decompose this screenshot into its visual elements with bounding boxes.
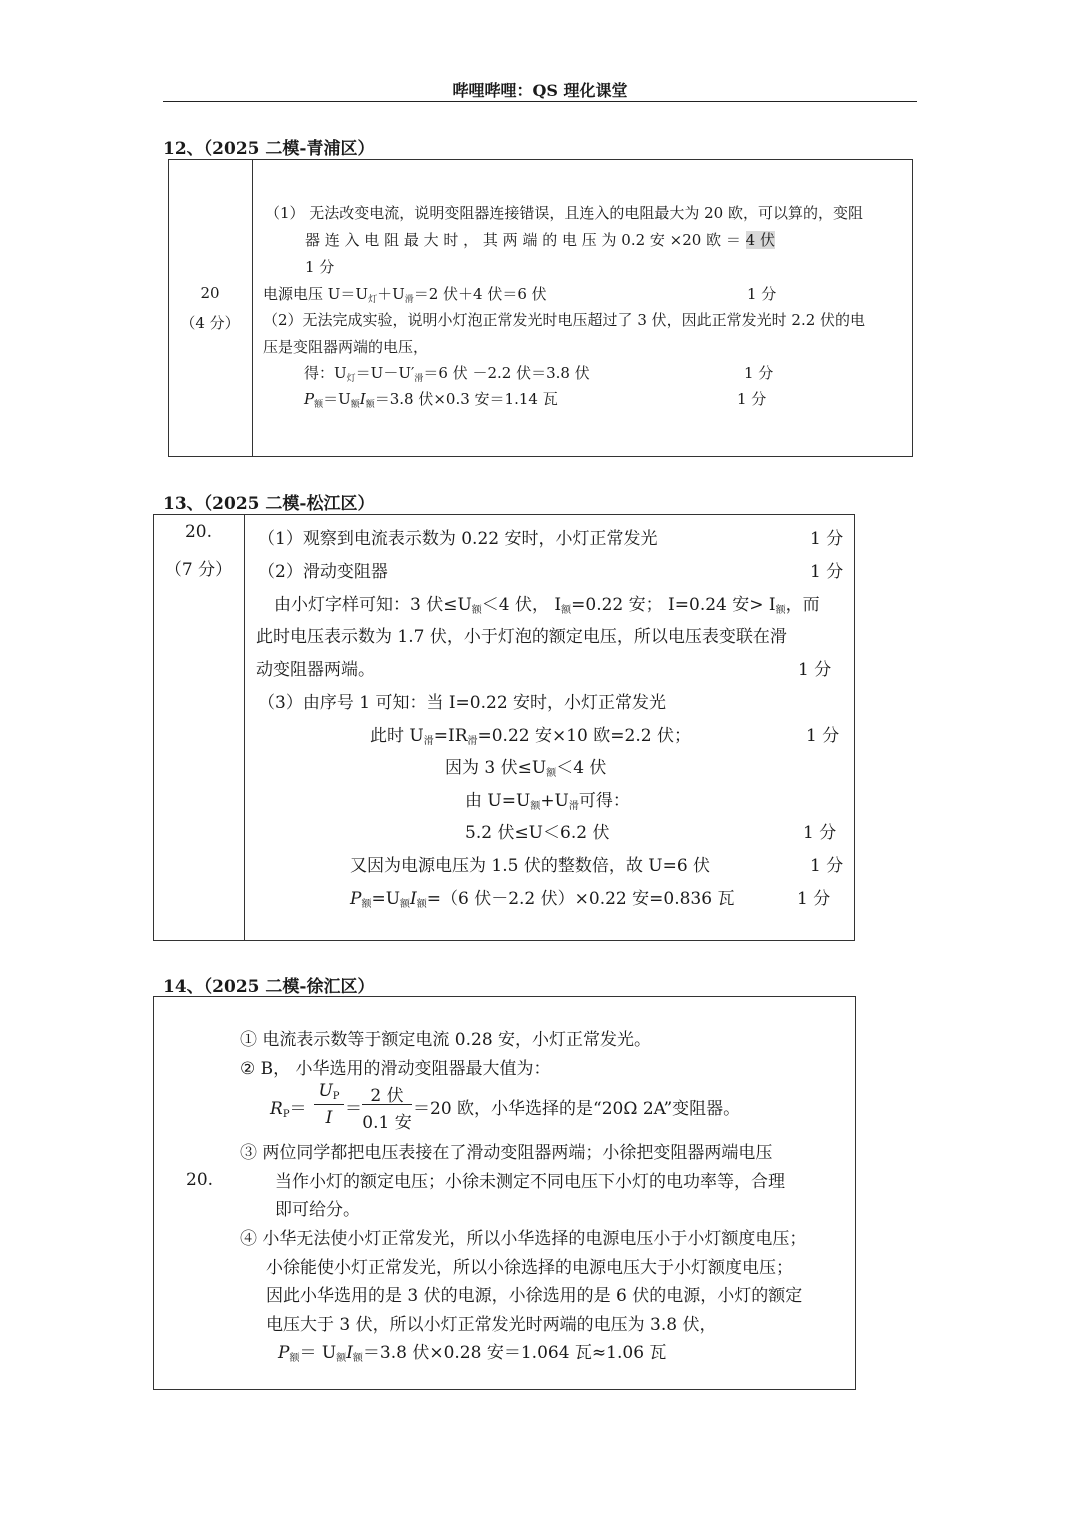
q13-row-12-point: 1 分	[797, 889, 831, 909]
q13-row-7-point: 1 分	[806, 726, 840, 746]
q14-frac2-numerator: 2 伏	[370, 1086, 404, 1106]
q13-divider	[244, 515, 245, 940]
q12-line-7: 得：$U_灯=U-U'_滑=6$ 伏 －2.2 伏＝3.8 伏	[304, 364, 590, 384]
q12-score: （4 分）	[180, 314, 240, 332]
q14-item-4-line-3: 因此小华选用的是 3 伏的电源，小徐选用的是 6 伏的电源，小灯的额定	[266, 1286, 803, 1306]
q14-item-3-line-1: ③ 两位同学都把电压表接在了滑动变阻器两端；小徐把变阻器两端电压	[240, 1143, 773, 1163]
q14-title: 14、（2025 二模-徐汇区）	[163, 977, 375, 997]
q13-row-11: 又因为电源电压为 1.5 伏的整数倍，故 U=6 伏	[350, 856, 711, 876]
q12-line-3-point: 1 分	[305, 258, 335, 276]
q12-highlight-value: 4 伏	[745, 231, 775, 249]
q12-line-2: 器 连 入 电 阻 最 大 时 ， 其 两 端 的 电 压 为 0.2 安 ×20 欧 ＝ 4 伏	[305, 231, 775, 249]
q14-frac1-numerator: UP	[318, 1081, 340, 1102]
q13-row-12: P额=U额I额=（6 伏－2.2 伏）×0.22 安=0.836 瓦	[350, 889, 735, 910]
q14-number: 20.	[186, 1170, 214, 1190]
q13-row-3: 由小灯字样可知：3 伏≤U额＜4 伏， I额=0.22 安； I=0.24 安> I额，而	[274, 595, 820, 616]
q13-row-1-point: 1 分	[810, 529, 844, 549]
q12-line-4: 电源电压 $U=U_灯+U_滑=2$ 伏＋4 伏＝6 伏	[263, 285, 547, 305]
q13-title: 13、（2025 二模-松江区）	[163, 494, 375, 514]
header-rule	[163, 101, 917, 102]
q14-frac1-denominator: I	[325, 1108, 333, 1128]
q13-row-9: 由 U=U额+U滑可得：	[465, 791, 630, 812]
q14-item-3-line-2: 当作小灯的额定电压；小徐未测定不同电压下小灯的电功率等，合理	[275, 1172, 785, 1192]
q14-formula-lhs: RP＝	[270, 1099, 307, 1120]
q13-score: （7 分）	[164, 560, 233, 580]
q14-item-1: ① 电流表示数等于额定电流 0.28 安，小灯正常发光。	[240, 1030, 652, 1050]
q14-frac2-denominator: 0.1 安	[362, 1113, 412, 1133]
q13-row-8: 因为 3 伏≤U额＜4 伏	[445, 758, 607, 779]
q12-divider	[252, 160, 253, 456]
q13-row-4: 此时电压表示数为 1.7 伏，小于灯泡的额定电压，所以电压表变联在滑	[256, 627, 787, 647]
q13-row-1: （1）观察到电流表示数为 0.22 安时，小灯正常发光	[258, 529, 658, 549]
q14-formula-eq2: ＝	[345, 1099, 362, 1119]
q13-row-2-point: 1 分	[810, 562, 844, 582]
q14-frac2-bar	[362, 1104, 412, 1105]
q12-line-5: （2）无法完成实验，说明小灯泡正常发光时电压超过了 3 伏，因此正常发光时 2.2 伏的电	[263, 311, 866, 329]
q13-row-10: 5.2 伏≤U＜6.2 伏	[465, 823, 610, 843]
q13-row-2: （2）滑动变阻器	[258, 562, 388, 582]
q13-row-5-point: 1 分	[798, 660, 832, 680]
q14-item-4-line-2: 小徐能使小灯正常发光，所以小徐选择的电源电压大于小灯额度电压；	[266, 1258, 793, 1278]
q12-line-7-point: 1 分	[744, 364, 774, 382]
q14-formula-rest: ＝20 欧，小华选择的是“20Ω 2A”变阻器。	[413, 1099, 741, 1119]
q13-row-10-point: 1 分	[803, 823, 837, 843]
q12-line-8-point: 1 分	[737, 390, 767, 408]
q13-row-5: 动变阻器两端。	[256, 660, 375, 680]
q12-number: 20	[200, 284, 220, 302]
q14-item-4-line-4: 电压大于 3 伏，所以小灯正常发光时两端的电压为 3.8 伏，	[266, 1315, 717, 1335]
q14-item-4-formula: P额＝ U额I额＝3.8 伏×0.28 安＝1.064 瓦≈1.06 瓦	[278, 1343, 667, 1364]
q14-frac1-bar	[314, 1104, 344, 1105]
q13-row-7: 此时 U滑=IR滑=0.22 安×10 欧=2.2 伏；	[370, 726, 691, 747]
page-header: 哔哩哔哩：QS 理化课堂	[452, 81, 628, 100]
q12-line-1: （1） 无法改变电流，说明变阻器连接错误，且连入的电阻最大为 20 欧，可以算的，变阻	[265, 204, 863, 222]
q13-number: 20.	[184, 522, 213, 542]
q12-line-4-point: 1 分	[747, 285, 777, 303]
q12-line-8: $P_额=U_额I_额=3.8$ 伏×0.3 安＝1.14 瓦	[304, 390, 558, 410]
q13-row-11-point: 1 分	[810, 856, 844, 876]
q12-title: 12、（2025 二模-青浦区）	[163, 139, 375, 159]
q13-row-6: （3）由序号 1 可知：当 I=0.22 安时，小灯正常发光	[258, 693, 667, 713]
q14-item-3-line-3: 即可给分。	[275, 1200, 360, 1220]
q14-item-2: ② B， 小华选用的滑动变阻器最大值为：	[240, 1059, 551, 1079]
q14-item-4-line-1: ④ 小华无法使小灯正常发光，所以小华选择的电源电压小于小灯额度电压；	[240, 1229, 807, 1249]
q12-line-6: 压是变阻器两端的电压，	[263, 338, 429, 356]
